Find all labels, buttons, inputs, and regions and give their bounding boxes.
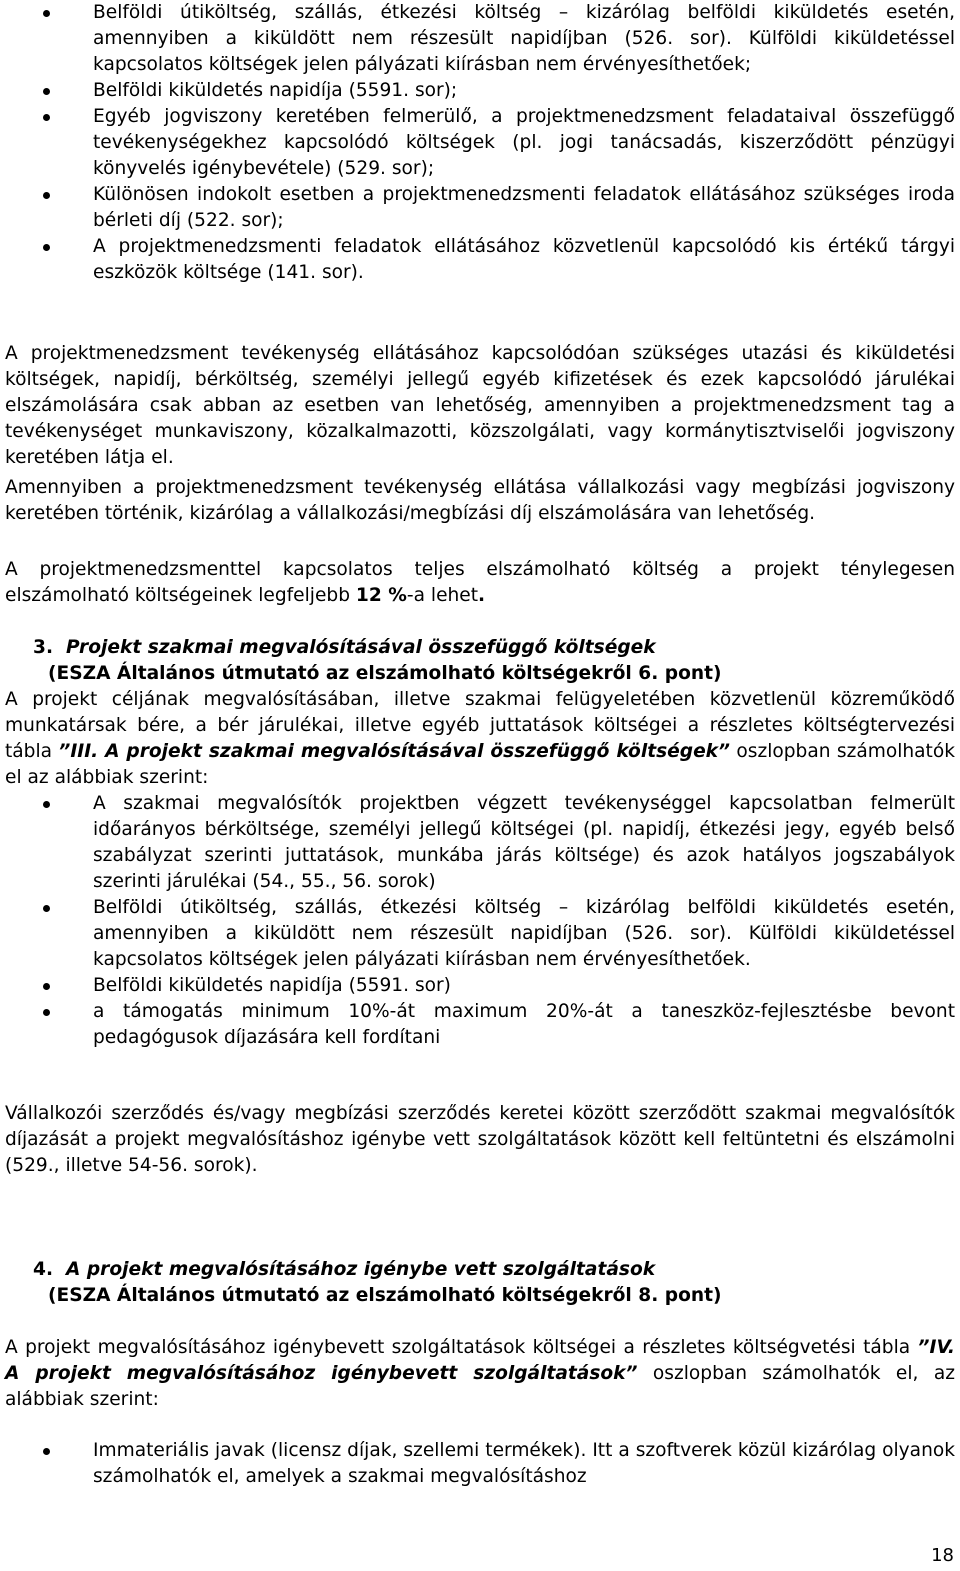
section-3-intro xyxy=(5,687,955,791)
list-item: A szakmai megvalósítók projektben végzett tevékenységgel kapcsolatban felmerült időarányos bérköltsége, személyi jellegű költségei (pl. napidíj, étkezési jegy, egyéb belső szabályzat szerinti juttatások, munkába járás költsége) és azok hatályos jogszabályok szerinti járulékai (54., 55., 56. sorok) xyxy=(5,791,955,895)
list-item: Belföldi útiköltség, szállás, étkezési költség – kizárólag belföldi kiküldetés esetén, amennyiben a kiküldött nem részesült napidíjban (526. sor). Külföldi kiküldetéssel kapcsolatos költségek jelen pályázati kiírásban nem érvényesíthetőek; xyxy=(5,0,955,78)
section-4-intro xyxy=(5,1335,955,1413)
section-4-heading xyxy=(5,1257,955,1309)
cost-limit-text: A projektmenedzsmenttel kapcsolatos teljes elszámolható költség a projekt ténylegesen elszámolható költségeinek legfeljebb xyxy=(5,559,955,606)
cost-limit-period: . xyxy=(478,585,486,606)
section-4-subtitle: (ESZA Általános útmutató az elszámolható költségekről 8. pont) xyxy=(48,1285,722,1306)
section-3-subtitle: (ESZA Általános útmutató az elszámolható költségekről 6. pont) xyxy=(48,663,722,684)
list-item: Belföldi útiköltség, szállás, étkezési költség – kizárólag belföldi kiküldetés esetén, amennyiben a kiküldött nem részesült napidíjban (526. sor). Külföldi kiküldetéssel kapcsolatos költségek jelen pályázati kiírásban nem érvényesíthetőek. xyxy=(5,895,955,973)
paragraph-cost-limit xyxy=(5,557,955,609)
section-3-heading xyxy=(5,635,955,687)
page-number: 18 xyxy=(931,1545,954,1566)
list-item: Különösen indokolt esetben a projektmenedzsmenti feladatok ellátásához szükséges iroda bérleti díj (522. sor); xyxy=(5,182,955,234)
section-3-number: 3. xyxy=(33,637,54,658)
section-4-title: A projekt megvalósításához igénybe vett szolgáltatások xyxy=(66,1259,656,1280)
cost-limit-percent: 12 % xyxy=(355,585,407,606)
list-item: Egyéb jogviszony keretében felmerülő, a projektmenedzsment feladataival összefüggő tevékenységekhez kapcsolódó költségek (pl. jogi tanácsadás, kiszerződött pénzügyi könyvelés igénybevétele) (529. sor); xyxy=(5,104,955,182)
section-4-intro-text: A projekt megvalósításához igénybevett szolgáltatások költségei a részletes költségvetési tábla xyxy=(5,1337,918,1358)
section-3-column-name: ”III. A projekt szakmai megvalósításával összefüggő költségek” xyxy=(58,741,731,762)
section-4-cost-list xyxy=(5,1438,955,1490)
list-item: A projektmenedzsmenti feladatok ellátásához közvetlenül kapcsolódó kis értékű tárgyi eszközök költsége (141. sor). xyxy=(5,234,955,286)
section-4-number: 4. xyxy=(33,1259,54,1280)
paragraph-travel-costs: A projektmenedzsment tevékenység ellátásához kapcsolódóan szükséges utazási és kiküldetési költségek, napidíj, bérköltség, személyi jellegű egyéb kifizetések és ezek kapcsolódó járulékai elszámolására csak abban az esetben van lehetőség, amennyiben a projektmenedzsment tag a tevékenységet munkaviszony, közalkalmazotti, közszolgálati, vagy kormánytisztviselői jogviszony keretében látja el. xyxy=(5,343,955,468)
cost-limit-suffix: -a lehet xyxy=(406,585,479,606)
section-3-closing: Vállalkozói szerződés és/vagy megbízási szerződés keretei között szerződött szakmai megvalósítók díjazását a projekt megvalósításhoz igénybe vett szolgáltatások között kell feltüntetni és elszámolni (529., illetve 54-56. sorok). xyxy=(5,1103,955,1176)
cost-list-project-management xyxy=(5,0,955,286)
section-3-intro-text: A projekt céljának megvalósításában, illetve szakmai felügyeletében közvetlenül közreműködő munkatársak bére, a bér járulékai, illetve egyéb juttatások költségei a részletes költségtervezési tábla xyxy=(5,689,955,762)
section-4-intro-end: oszlopban számolhatók el, az alábbiak szerint: xyxy=(5,1363,955,1410)
list-item: Immateriális javak (licensz díjak, szellemi termékek). Itt a szoftverek közül kizárólag olyanok számolhatók el, amelyek a szakmai megvalósításhoz xyxy=(5,1438,955,1490)
list-item: Belföldi kiküldetés napidíja (5591. sor); xyxy=(5,78,955,104)
section-3-cost-list xyxy=(5,791,955,1051)
paragraph-contract-costs: Amennyiben a projektmenedzsment tevékenység ellátása vállalkozási vagy megbízási jogviszony keretében történik, kizárólag a vállalkozási/megbízási díj elszámolására van lehetőség. xyxy=(5,477,955,524)
list-item: a támogatás minimum 10%-át maximum 20%-át a taneszköz-fejlesztésbe bevont pedagógusok díjazására kell fordítani xyxy=(5,999,955,1051)
section-3-intro-end: oszlopban számolhatók el az alábbiak szerint: xyxy=(5,741,955,788)
list-item: Belföldi kiküldetés napidíja (5591. sor) xyxy=(5,973,955,999)
section-3-title: Projekt szakmai megvalósításával összefüggő költségek xyxy=(66,637,656,658)
section-4-column-name: ”IV. A projekt megvalósításához igénybevett szolgáltatások” xyxy=(5,1337,955,1384)
